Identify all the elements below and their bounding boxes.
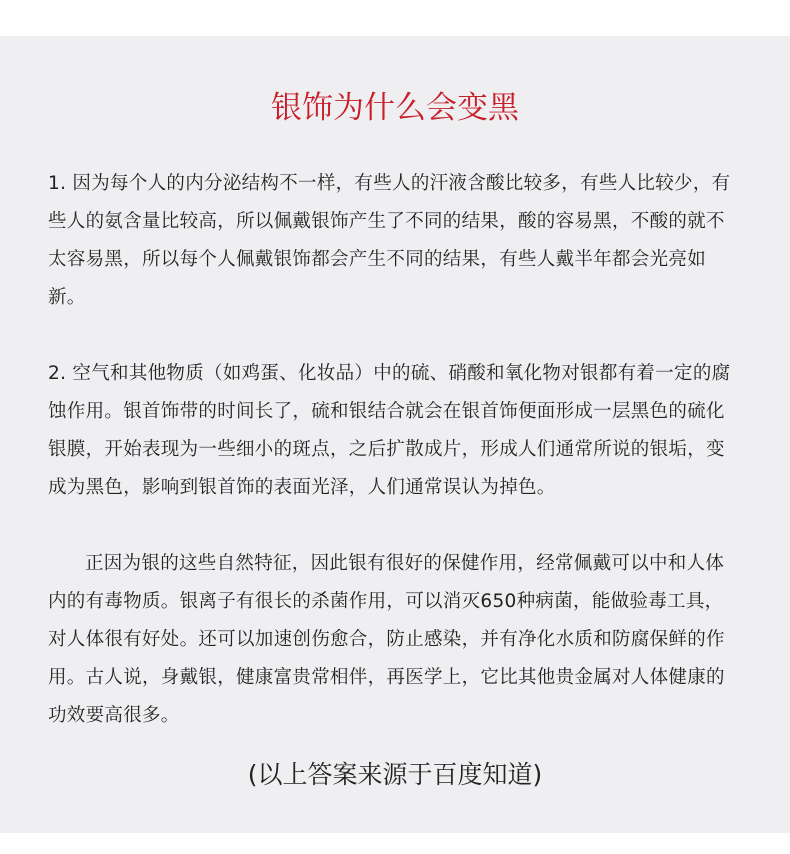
paragraph-2: 2. 空气和其他物质（如鸡蛋、化妆品）中的硫、硝酸和氧化物对银都有着一定的腐蚀作用。银首饰带的时间长了，硫和银结合就会在银首饰便面形成一层黑色的硫化银膜，开始表现为一些细小的斑点，之后扩散成片，形成人们通常所说的银垢，变成为黑色，影响到银首饰的表面光泽，人们通常误认为掉色。 [48, 363, 731, 498]
paragraph-3: 正因为银的这些自然特征，因此银有很好的保健作用，经常佩戴可以中和人体内的有毒物质。银离子有很长的杀菌作用，可以消灭650种病菌，能做验毒工具，对人体很有好处。还可以加速创伤愈合，防止感染，并有净化水质和防腐保鲜的作用。古人说，身戴银，健康富贵常相伴，再医学上，它比其他贵金属对人体健康的功效要高很多。 [48, 553, 725, 726]
article-title: 银饰为什么会变黑 [271, 90, 519, 126]
paragraph-1: 1. 因为每个人的内分泌结构不一样，有些人的汗液含酸比较多，有些人比较少，有些人的氨含量比较高，所以佩戴银饰产生了不同的结果，酸的容易黑，不酸的就不太容易黑，所以每个人佩戴银饰都会产生不同的结果，有些人戴半年都会光亮如新。 [48, 173, 731, 308]
source-note: (以上答案来源于百度知道) [247, 760, 543, 789]
content-panel [0, 36, 790, 833]
